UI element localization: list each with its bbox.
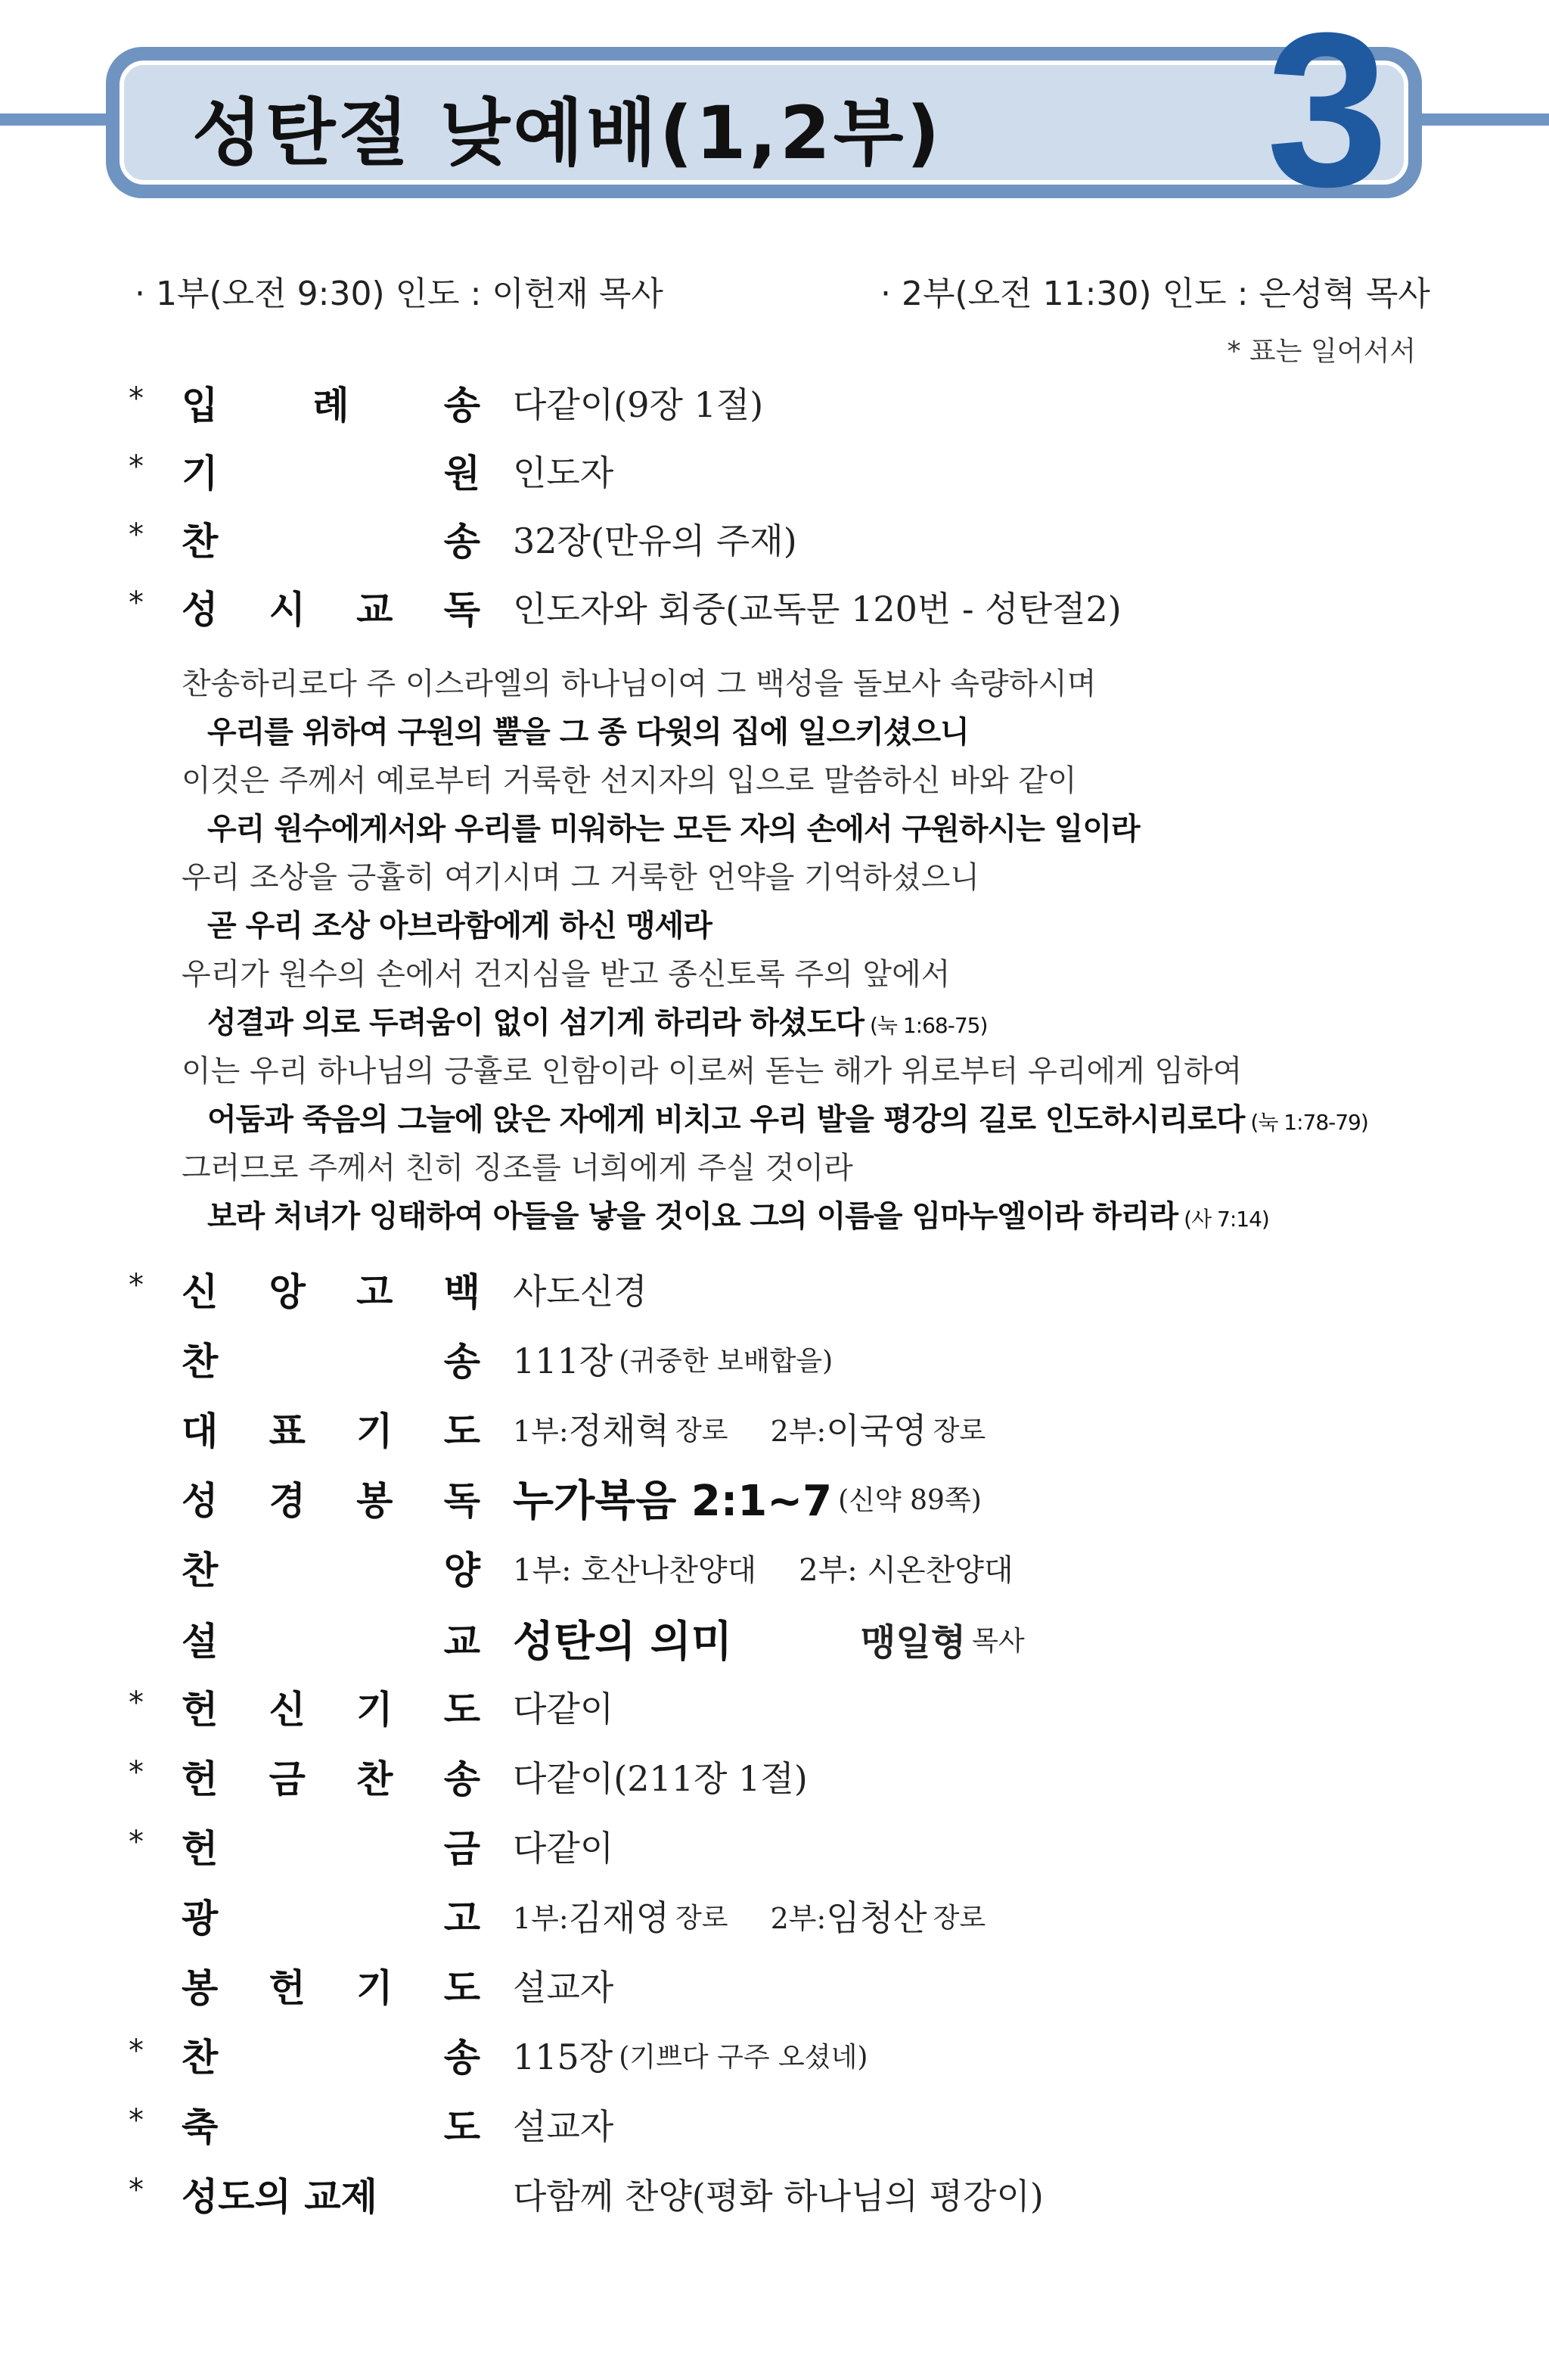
item-value: 32장(만유의 주재)	[513, 520, 797, 561]
stand-mark: *	[129, 586, 144, 620]
standing-note: * 표는 일어서서	[1227, 336, 1416, 367]
order-item-announcements	[129, 1887, 1414, 1944]
order-item-invocation	[129, 442, 1414, 499]
item-label: 성 경 봉 독	[182, 1479, 480, 1523]
item-label: 대 표 기 도	[182, 1409, 480, 1453]
header-rule-right	[1414, 113, 1549, 126]
item-label: 기 원	[182, 452, 480, 496]
item-value: 설교자	[513, 2106, 614, 2147]
reading-people-line: 곧 우리 조상 아브라함에게 하신 맹세라	[207, 909, 712, 943]
item-value: 다같이	[513, 1689, 614, 1729]
item-value: 성탄의 의미 맹일형 목사	[513, 1610, 1025, 1667]
stand-mark: *	[129, 381, 144, 416]
stand-mark: *	[129, 2034, 144, 2068]
order-item-offering-prayer	[129, 1956, 1414, 2014]
item-label: 헌 신 기 도	[182, 1688, 480, 1732]
stand-mark: *	[129, 517, 144, 552]
item-value: 1부: 호산나찬양대 2부: 시온찬양대	[513, 1552, 1014, 1588]
order-item-fellowship	[129, 2165, 1414, 2223]
order-item-choir	[129, 1539, 1414, 1596]
stand-mark: *	[129, 1268, 144, 1303]
order-item-scripture-reading	[129, 1469, 1414, 1527]
stand-mark: *	[129, 1686, 144, 1720]
reading-leader-line: 그러므로 주께서 친히 징조를 너희에게 주실 것이라	[182, 1151, 853, 1185]
item-value: 사도신경	[513, 1271, 647, 1312]
reading-leader-line: 우리가 원수의 손에서 건지심을 받고 종신토록 주의 앞에서	[182, 957, 951, 992]
item-label: 축 도	[182, 2105, 480, 2149]
item-label: 헌 금	[182, 1827, 480, 1871]
item-label: 헌 금 찬 송	[182, 1757, 480, 1801]
reading-people-line: 어둠과 죽음의 그늘에 앉은 자에게 비치고 우리 발을 평강의 길로 인도하시리로다 (눅 1:78-79)	[207, 1102, 1368, 1137]
scripture-reference: (사 7:14)	[1184, 1207, 1269, 1232]
item-value: 111장 (귀중한 보배합을)	[513, 1341, 833, 1381]
section-number: 3	[1266, 0, 1389, 232]
order-item-offering	[129, 1817, 1414, 1875]
service-1-info: · 1부(오전 9:30) 인도 : 이헌재 목사	[135, 275, 663, 313]
stand-mark: *	[129, 2103, 144, 2138]
preacher-name: 맹일형	[860, 1620, 967, 1664]
reading-leader-line: 찬송하리로다 주 이스라엘의 하나님이여 그 백성을 돌보사 속량하시며	[182, 666, 1097, 701]
stand-mark: *	[129, 2173, 144, 2208]
item-label: 찬 송	[182, 520, 480, 564]
item-label: 성 시 교 독	[182, 588, 480, 632]
scripture-reference: (눅 1:78-79)	[1250, 1110, 1368, 1135]
reading-people-line: 우리를 위하여 구원의 뿔을 그 종 다윗의 집에 일으키셨으니	[207, 715, 969, 750]
order-item-opening-hymn	[129, 374, 1414, 431]
scripture-reference: (눅 1:68-75)	[870, 1013, 988, 1038]
item-label: 설 교	[182, 1620, 480, 1664]
item-label: 찬 양	[182, 1549, 480, 1592]
responsive-reading	[182, 660, 1407, 1241]
order-item-hymn	[129, 510, 1414, 567]
order-item-offertory-hymn	[129, 1748, 1414, 1805]
item-label: 봉 헌 기 도	[182, 1966, 480, 2010]
item-label: 성도의 교제	[182, 2175, 377, 2219]
stand-mark: *	[129, 449, 144, 484]
service-2-info: · 2부(오전 11:30) 인도 : 은성혁 목사	[880, 275, 1430, 313]
page-title: 성탄절 낮예배(1,2부)	[192, 91, 943, 176]
item-value: 1부: 김재영 장로 2부: 임청산 장로	[513, 1897, 986, 1938]
item-label: 광 고	[182, 1897, 480, 1940]
order-item-hymn-2	[129, 1330, 1414, 1387]
reading-leader-line: 이것은 주께서 예로부터 거룩한 선지자의 입으로 말씀하신 바와 같이	[182, 763, 1077, 798]
stand-mark: *	[129, 1825, 144, 1860]
reading-people-line: 우리 원수에게서와 우리를 미워하는 모든 자의 손에서 구원하시는 일이라	[207, 812, 1140, 847]
item-label: 신 앙 고 백	[182, 1270, 480, 1314]
item-label: 입 례 송	[182, 384, 480, 427]
item-value: 다같이(9장 1절)	[513, 384, 764, 425]
reading-people-line: 보라 처녀가 잉태하여 아들을 낳을 것이요 그의 이름을 임마누엘이라 하리라 (사 7:14)	[207, 1199, 1269, 1234]
item-value: 인도자와 회중(교독문 120번 - 성탄절2)	[513, 589, 1122, 629]
reading-leader-line: 우리 조상을 긍휼히 여기시며 그 거룩한 언약을 기억하셨으니	[182, 860, 980, 895]
order-item-pastoral-prayer	[129, 1400, 1414, 1457]
item-value: 설교자	[513, 1967, 614, 2008]
reading-people-line: 성결과 의로 두려움이 없이 섬기게 하리라 하셨도다 (눅 1:68-75)	[207, 1005, 988, 1040]
item-value: 인도자	[513, 452, 614, 493]
item-value: 115장 (기쁘다 구주 오셨네)	[513, 2037, 868, 2077]
order-item-sermon	[129, 1610, 1414, 1667]
item-value: 다함께 찬양(평화 하나님의 평강이)	[513, 2176, 1044, 2217]
reading-leader-line: 이는 우리 하나님의 긍휼로 인함이라 이로써 돋는 해가 위로부터 우리에게 임하여	[182, 1054, 1243, 1089]
item-label: 찬 송	[182, 2036, 480, 2080]
sermon-title: 성탄의 의미	[513, 1617, 732, 1667]
stand-mark: *	[129, 1755, 144, 1790]
order-item-creed	[129, 1260, 1414, 1318]
item-value: 누가복음 2:1~7 (신약 89쪽)	[513, 1477, 982, 1526]
order-item-responsive-reading	[129, 578, 1414, 635]
item-value: 1부: 정채혁 장로 2부: 이국영 장로	[513, 1410, 986, 1451]
order-item-closing-hymn	[129, 2026, 1414, 2083]
order-item-benediction	[129, 2096, 1414, 2153]
item-label: 찬 송	[182, 1340, 480, 1384]
title-banner	[106, 47, 1422, 198]
item-value: 다같이(211장 1절)	[513, 1758, 808, 1799]
order-item-dedication-prayer	[129, 1678, 1414, 1735]
item-value: 다같이	[513, 1828, 614, 1869]
